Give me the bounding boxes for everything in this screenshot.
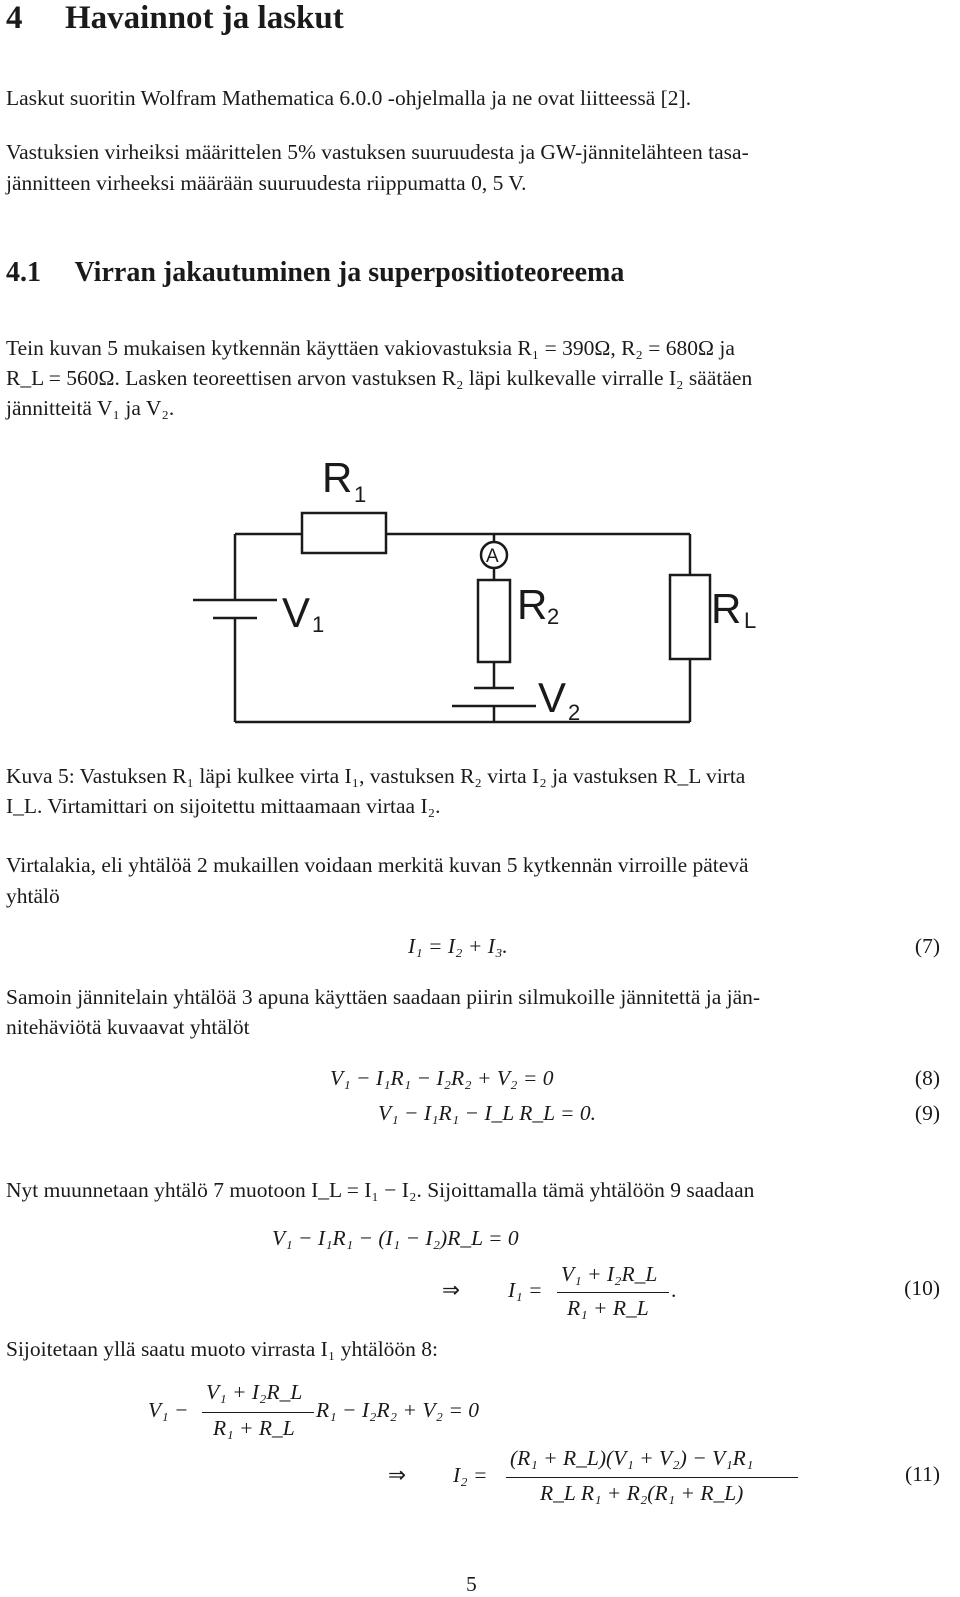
equation-10-number: (10) [904,1276,940,1300]
equation-10-fraction-bar [557,1292,669,1293]
label-v2: V [538,674,567,721]
equation-10-numerator: V₁ + I₂R_L [561,1262,658,1286]
equation-10-line1: V₁ − I₁R₁ − (I₁ − I₂)R_L = 0 [272,1226,519,1250]
equation-11-result-denominator: R_L R₁ + R₂(R₁ + R_L) [540,1481,744,1505]
equation-9-number: (9) [914,1101,940,1125]
equation-11-number: (11) [904,1462,940,1486]
label-ammeter: A [486,546,499,567]
subsection-paragraph-line2: R_L = 560Ω. Lasken teoreettisen arvon vastuksen R₂ läpi kulkevalle virralle I₂ säätäen [6,366,753,390]
subsection-paragraph-line1: Tein kuvan 5 mukaisen kytkennän käyttäen vakiovastuksia R₁ = 390Ω, R₂ = 680Ω ja [6,336,735,360]
intro-paragraph-2-line2: jännitteen virheeksi määrään suuruudesta riippumatta 0, 5 V. [6,171,527,195]
label-v1: V [282,589,311,636]
page-number: 5 [466,1572,477,1596]
equation-11-implies: ⇒ [388,1463,407,1487]
equation-10-implies: ⇒ [442,1278,461,1302]
label-rl: R [711,585,742,632]
subsection-paragraph-line3: jännitteitä V₁ ja V₂. [6,396,175,420]
equation-10-denominator: R₁ + R_L [567,1296,649,1320]
paragraph-insert-current: Sijoitetaan yllä saatu muoto virrasta I₁ yhtälöön 8: [6,1337,439,1361]
label-v1-sub: 1 [312,612,325,637]
equation-11-lhs: I₂ = [453,1463,488,1487]
intro-paragraph-1: Laskut suoritin Wolfram Mathematica 6.0.0 -ohjelmalla ja ne ovat liitteessä [2]. [6,86,692,110]
equation-10-lhs: I₁ = [508,1278,543,1302]
equation-9: V₁ − I₁R₁ − I_L R_L = 0. [378,1101,597,1125]
label-r2: R [517,581,548,628]
label-r1: R [322,454,353,501]
resistor-r1 [302,513,386,553]
section-title: Havainnot ja laskut [65,0,344,36]
equation-11-result-numerator: (R₁ + R_L)(V₁ + V₂) − V₁R₁ [510,1446,754,1470]
label-v2-sub: 2 [568,700,581,725]
equation-11-prefix: V₁ − [148,1398,189,1422]
intro-paragraph-2-line1: Vastuksien virheiksi määrittelen 5% vastuksen suuruudesta ja GW-jännitelähteen tasa- [6,140,749,164]
equation-8-number: (8) [914,1066,940,1090]
circuit-diagram [0,0,960,740]
equation-7-number: (7) [914,934,940,958]
paragraph-current-law-line1: Virtalakia, eli yhtälöä 2 mukaillen voidaan merkitä kuvan 5 kytkennän virroille pätevä [6,853,749,877]
label-rl-sub: L [744,608,757,633]
figure-caption-line1: Kuva 5: Vastuksen R₁ läpi kulkee virta I₁, vastuksen R₂ virta I₂ ja vastuksen R_L virta [6,764,746,788]
equation-11-result-bar [506,1477,798,1478]
paragraph-voltage-law-line2: nitehäviötä kuvaavat yhtälöt [6,1015,250,1039]
equation-8: V₁ − I₁R₁ − I₂R₂ + V₂ = 0 [330,1066,554,1090]
resistor-r2 [478,580,510,662]
figure-caption-line2: I_L. Virtamittari on sijoitettu mittaamaan virtaa I₂. [6,794,441,818]
equation-10-dot: . [671,1278,677,1302]
paragraph-substitution: Nyt muunnetaan yhtälö 7 muotoon I_L = I₁ − I₂. Sijoittamalla tämä yhtälöön 9 saadaan [6,1178,755,1202]
resistor-rl [670,575,710,659]
label-r1-sub: 1 [354,482,367,507]
subsection-number: 4.1 [6,257,41,288]
subsection-title: Virran jakautuminen ja superpositioteoreema [74,257,625,288]
equation-11-fraction-denominator: R₁ + R_L [213,1416,295,1440]
paragraph-current-law-line2: yhtälö [6,884,60,908]
label-r2-sub: 2 [547,604,560,629]
equation-11-fraction-bar [202,1412,314,1413]
section-number: 4 [6,0,23,36]
equation-7: I₁ = I₂ + I₃. [408,934,508,958]
equation-11-fraction-numerator: V₁ + I₂R_L [206,1380,303,1404]
equation-11-postfix: R₁ − I₂R₂ + V₂ = 0 [316,1398,479,1422]
paragraph-voltage-law-line1: Samoin jännitelain yhtälöä 3 apuna käyttäen saadaan piirin silmukoille jännitettä ja jän- [6,985,761,1009]
